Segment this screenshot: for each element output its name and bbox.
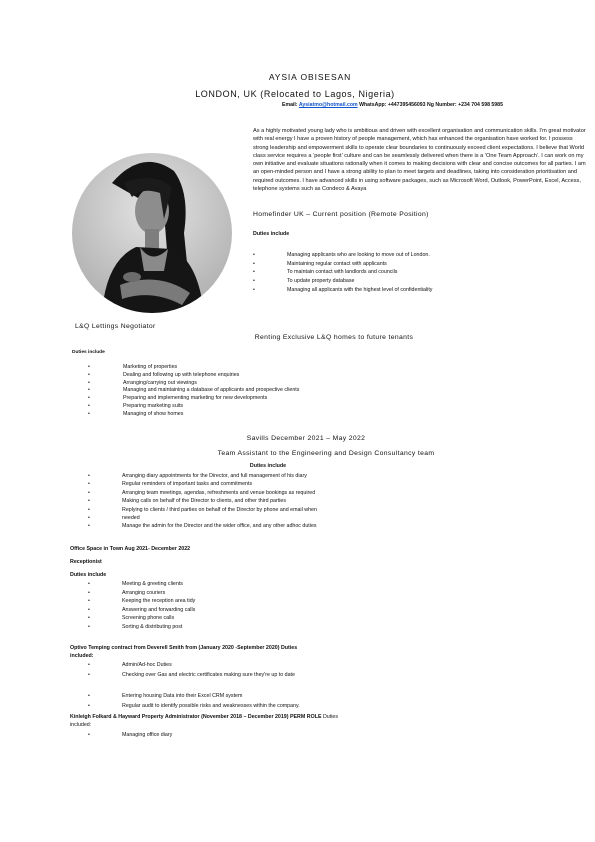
duties-label: Duties include — [253, 231, 290, 237]
email-link[interactable]: Aysiatmo@hotmail.com — [298, 102, 358, 108]
list-item: • Managing all applicants with the highest level of confidentiality — [253, 286, 433, 293]
list-item: • Screening phone calls — [88, 615, 175, 621]
duties-list — [88, 364, 299, 419]
duties-label: Duties include — [72, 350, 105, 355]
list-item: • Regular reminders of important tasks and commitments — [88, 481, 253, 488]
duties-list — [253, 251, 432, 295]
job-title-office-space: Office Space in Town Aug 2021- December 2022 — [70, 546, 191, 552]
list-item: • Preparing marketing suits — [88, 402, 184, 409]
job-subtitle-savills: Team Assistant to the Engineering and Design Consultancy team — [217, 450, 435, 457]
list-item: • Managing office diary — [88, 732, 173, 738]
list-item: • Keeping the reception area tidy — [88, 598, 196, 604]
contact-line — [0, 102, 595, 108]
list-item: • Preparing and implementing marketing for new developments — [88, 395, 268, 402]
job-title-homefinder: Homefinder UK – Current position (Remote Position) — [253, 211, 429, 218]
list-item: • needed — [88, 515, 140, 522]
list-item: • Dealing and following up with telephone enquiries — [88, 371, 240, 378]
list-item: • Replying to clients / third parties on behalf of the Director by phone and email when — [88, 506, 317, 513]
email-label: Email: — [282, 102, 299, 108]
job-title-optivo-cont: included: — [70, 653, 94, 659]
list-item: • Arranging team meetings, agendas, refreshments and venue bookings as required — [88, 489, 316, 496]
list-item: • Admin/Ad-hoc Duties — [88, 662, 172, 668]
list-item: • Marketing of properties — [88, 364, 178, 370]
duties-list — [88, 731, 172, 740]
job-title-kfh-cont: included: — [70, 722, 92, 728]
candidate-name: AYSIA OBISESAN — [268, 72, 352, 82]
profile-summary: As a highly motivated young lady who is ambitious and driven with excellent organisation and communication skills. I’m great motivator with real energy I have a proven history of people management, which has enhanced the organisation have worked for. I possess strong leadership and empowerment skills to operate clear boundaries to continuously exceed client expectations. I believe that World class service requires a ‘people first’ culture and can be seamlessly delivered when there is a ‘One Team Approach’. I can work on my own initiative and evaluate situations rationally when it comes to making decisions with clear and concise outcomes for all parties. I am an open-minded person and I have a strong ability to plan to meet targets and deadlines, taking into consideration prioritisation and required outcomes. I have advanced skills in using software packages, such as Microsoft Word, Outlook, PowerPoint, Excel, Access, telephone systems such as Condeco & Avaya — [253, 128, 586, 193]
job-title-optivo: Optivo Temping contract from Deverell Smith from (January 2020 -September 2020) Duties — [70, 645, 298, 651]
list-item: • Manage the admin for the Director and the wider office, and any other adhoc duties — [88, 523, 317, 530]
list-item: • Arranging diary appointments for the Director, and full management of his diary — [88, 473, 307, 479]
candidate-location: LONDON, UK (Relocated to Lagos, Nigeria) — [195, 89, 395, 99]
list-item: • Managing and maintaining a database of applicants and prospective clients — [88, 387, 300, 394]
list-item: • Managing applicants who are looking to move out of London. — [253, 252, 430, 258]
duties-list — [88, 691, 300, 711]
job-title-kfh: Kinleigh Folkard & Hayward Property Administrator (November 2018 – December 2019) PERM ROLE Duties — [70, 714, 338, 720]
job-title-lq: L&Q Lettings Negotiator — [75, 323, 156, 330]
list-item: • Managing of show homes — [88, 410, 184, 417]
profile-photo — [72, 153, 232, 313]
list-item: • Checking over Gas and electric certificates making sure they're up to date — [88, 671, 295, 678]
job-role: Receptionist — [70, 559, 102, 565]
list-item: • Maintaining regular contact with applicants — [253, 260, 387, 267]
list-item: • Regular audit to identify possible risks and weaknesses within the company. — [88, 703, 300, 709]
list-item: • Arranging couriers — [88, 589, 166, 596]
duties-label: Duties include — [70, 572, 107, 578]
job-subtitle-lq: Renting Exclusive L&Q homes to future tenants — [254, 334, 414, 341]
duties-list — [88, 472, 317, 531]
job-title-savills: Savills December 2021 – May 2022 — [246, 435, 366, 442]
list-item: • To update property database — [253, 278, 355, 285]
list-item: • Making calls on behalf of the Director to clients, and other third parties — [88, 498, 286, 505]
duties-list — [88, 580, 195, 631]
duties-list — [88, 661, 295, 680]
list-item: • To maintain contact with landlords and councils — [253, 269, 398, 276]
list-item: • Sorting & distributing post — [88, 623, 183, 630]
list-item: • Answering and forwarding calls — [88, 606, 196, 613]
list-item: • Meeting & greeting clients — [88, 581, 183, 587]
list-item: • Entering housing Data into their Excel CRM system — [88, 693, 243, 699]
list-item: • Arranging/carrying out viewings — [88, 379, 197, 386]
phone-numbers: WhatsApp: +447395456093 Ng Number: +234 704 598 5985 — [357, 102, 503, 108]
duties-label: Duties include — [249, 463, 287, 469]
